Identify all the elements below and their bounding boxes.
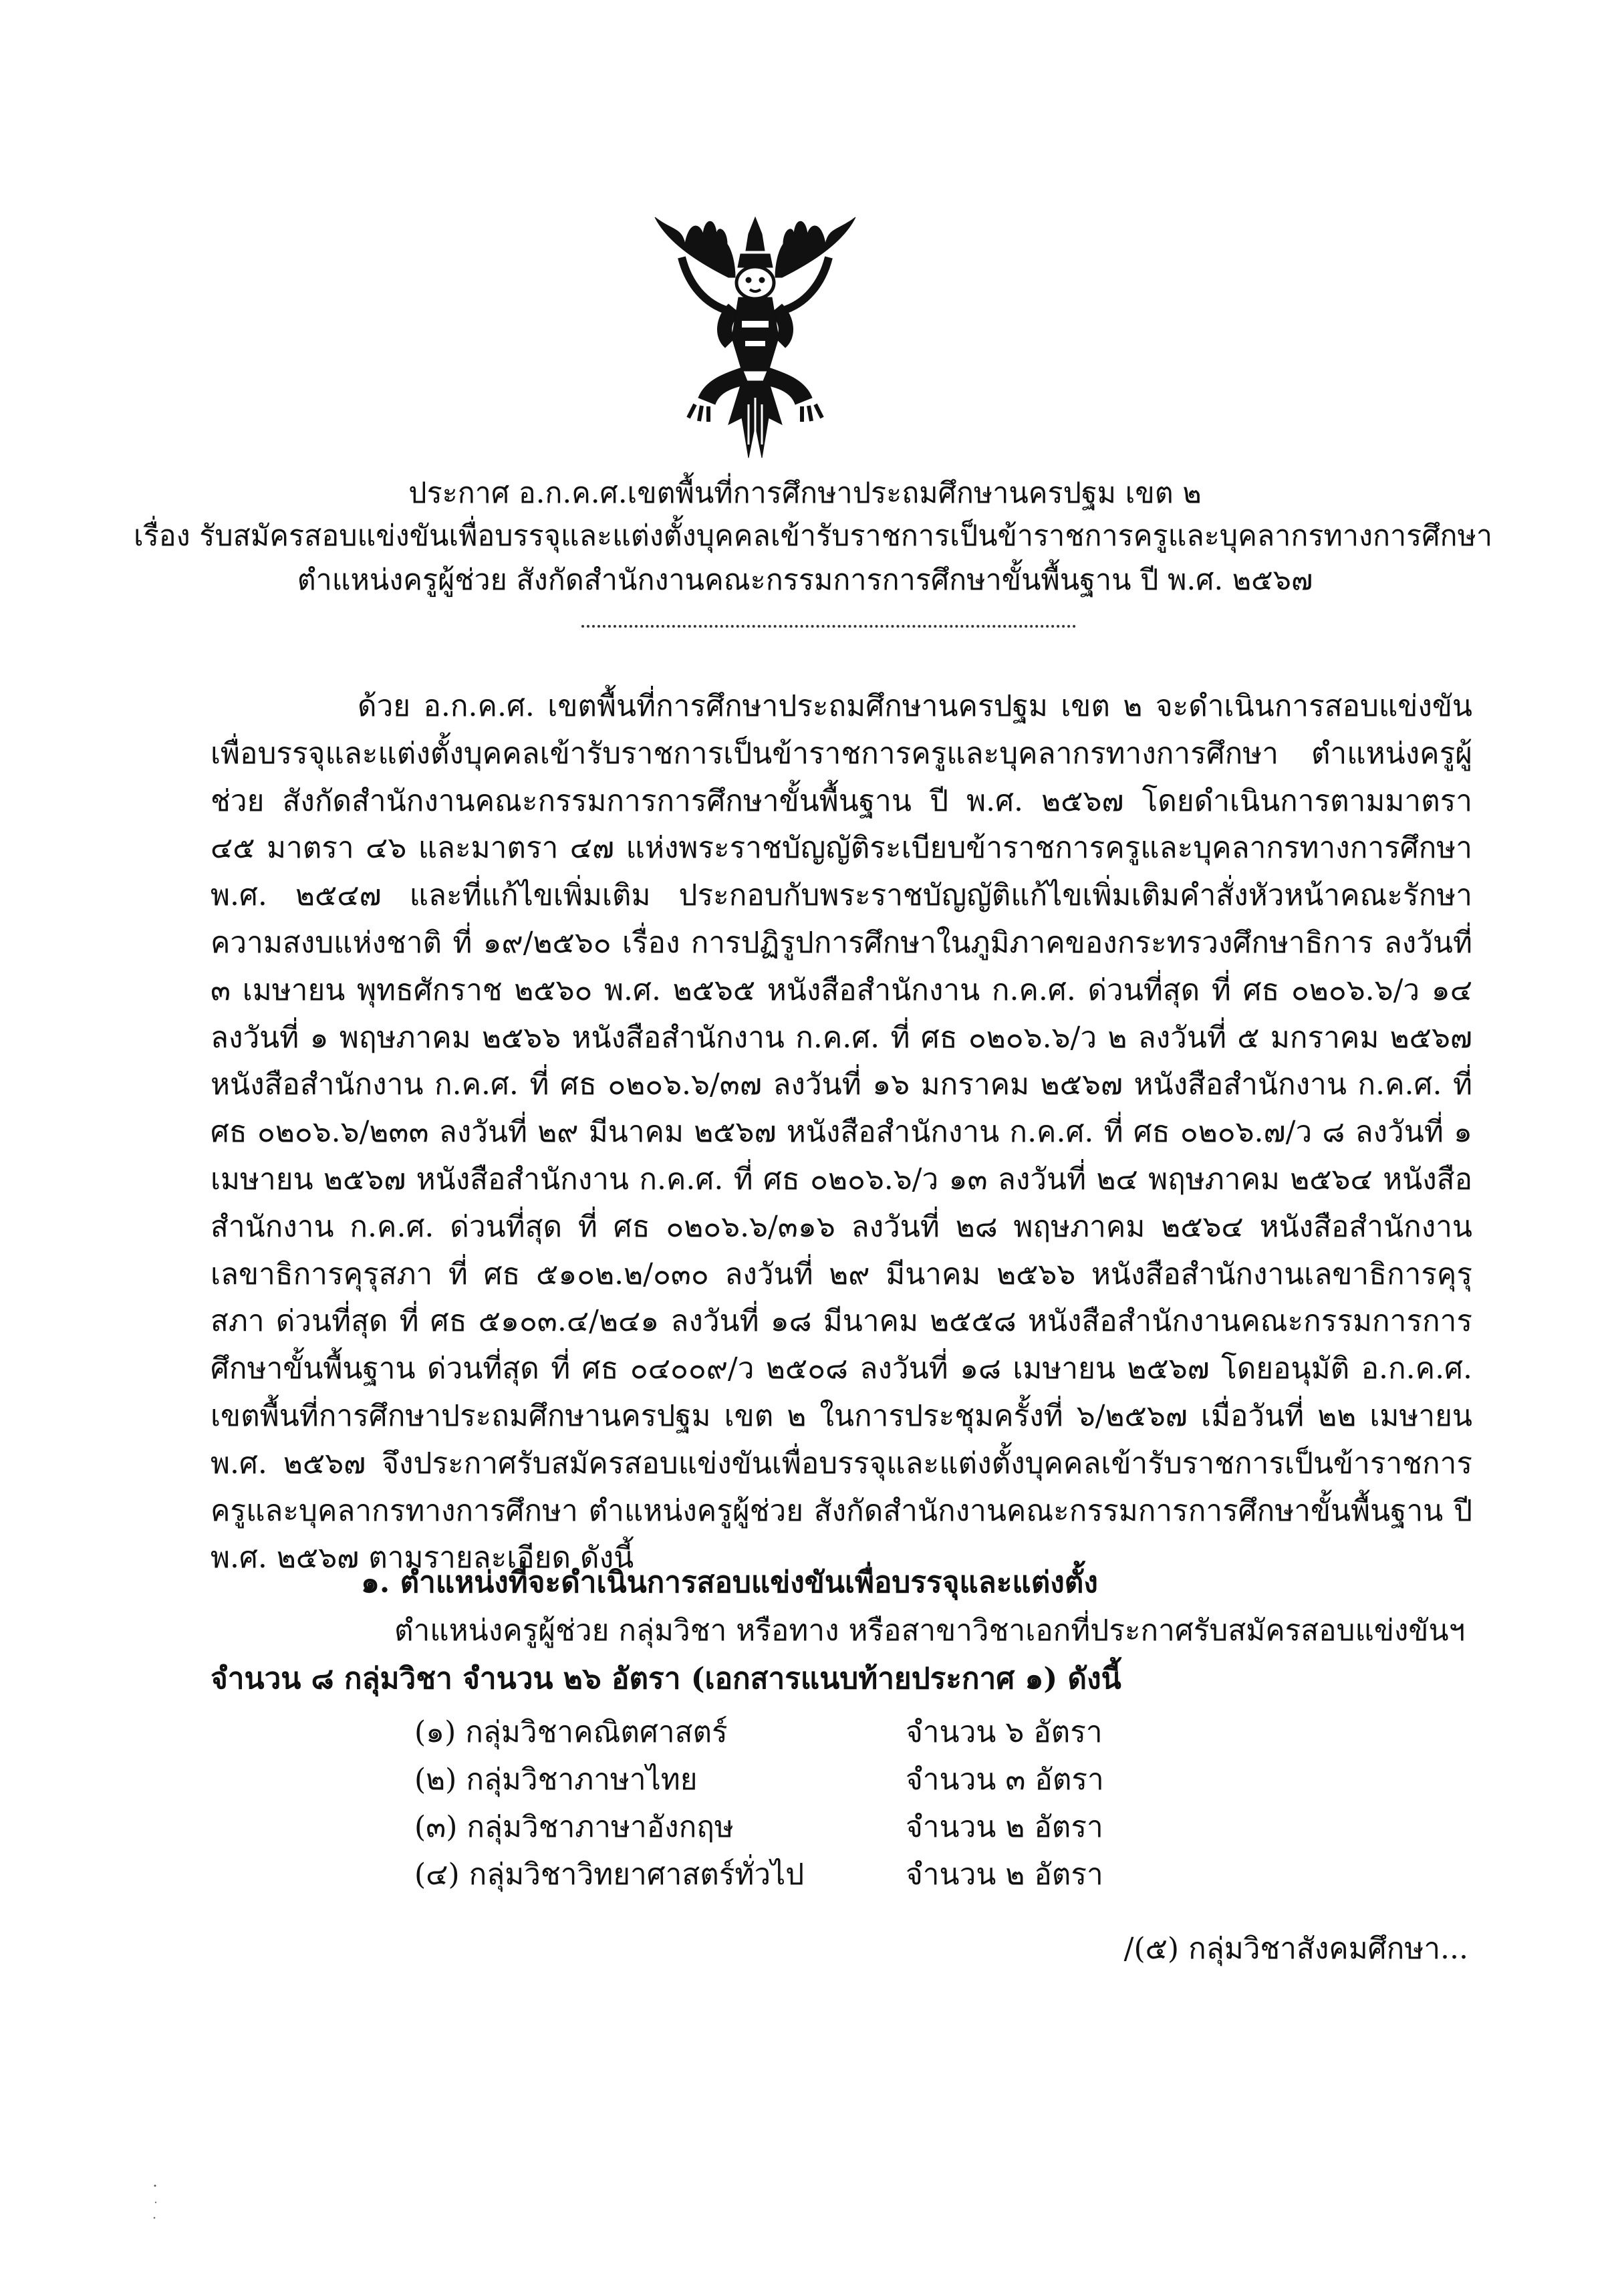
dotted-separator	[581, 625, 1076, 628]
subject-group-label: (๑) กลุ่มวิชาคณิตศาสตร์	[414, 1715, 728, 1749]
subject-group-list	[414, 1708, 1216, 1898]
list-item	[414, 1803, 1216, 1851]
section-heading: ๑. ตำแหน่งที่จะดำเนินการสอบแข่งขันเพื่อบรรจุและแต่งตั้ง	[361, 1565, 1098, 1600]
subject-group-label: (๔) กลุ่มวิชาวิทยาศาสตร์ทั่วไป	[414, 1858, 805, 1892]
position-count: จำนวน ๒ อัตรา	[906, 1858, 1103, 1892]
announcement-subject: เรื่อง รับสมัครสอบแข่งขันเพื่อบรรจุและแต่งตั้งบุคคลเข้ารับราชการเป็นข้าราชการครูและบุคลากรทางการศึกษา	[134, 519, 1493, 553]
position-count: จำนวน ๒ อัตรา	[906, 1810, 1103, 1844]
garuda-emblem-icon	[642, 204, 869, 471]
subject-group-label: (๒) กลุ่มวิชาภาษาไทย	[414, 1763, 698, 1797]
announcement-title: ประกาศ อ.ก.ค.ศ.เขตพื้นที่การศึกษาประถมศึกษานครปฐม เขต ๒	[408, 477, 1202, 510]
continuation-marker: /(๕) กลุ่มวิชาสังคมศึกษา...	[1123, 1932, 1468, 1966]
list-item	[414, 1756, 1216, 1803]
list-item	[414, 1851, 1216, 1898]
scan-speck	[152, 2179, 159, 2226]
section-text-line: ตำแหน่งครูผู้ช่วย กลุ่มวิชา หรือทาง หรือสาขาวิชาเอกที่ประกาศรับสมัครสอบแข่งขันฯ	[394, 1614, 1466, 1648]
announcement-position: ตำแหน่งครูผู้ช่วย สังกัดสำนักงานคณะกรรมการการศึกษาขั้นพื้นฐาน ปี พ.ศ. ๒๕๖๗	[297, 563, 1313, 597]
position-count: จำนวน ๓ อัตรา	[906, 1763, 1104, 1797]
body-paragraph: ด้วย อ.ก.ค.ศ. เขตพื้นที่การศึกษาประถมศึกษานครปฐม เขต ๒ จะดำเนินการสอบแข่งขันเพื่อบรรจุและแต่งตั้งบุคคลเข้ารับราชการเป็นข้าราชการครูและบุคลากรทางการศึกษา ตำแหน่งครูผู้ช่วย สังกัดสำนักงานคณะกรรมการการศึกษาขั้นพื้นฐาน ปี พ.ศ. ๒๕๖๗ โดยดำเนินการตามมาตรา ๔๕ มาตรา ๔๖ และมาตรา ๔๗ แห่งพระราชบัญญัติระเบียบข้าราชการครูและบุคลากรทางการศึกษา พ.ศ. ๒๕๔๗ และที่แก้ไขเพิ่มเติม ประกอบกับพระราชบัญญัติแก้ไขเพิ่มเติมคำสั่งหัวหน้าคณะรักษาความสงบแห่งชาติ ที่ ๑๙/๒๕๖๐ เรื่อง การปฏิรูปการศึกษาในภูมิภาคของกระทรวงศึกษาธิการ ลงวันที่ ๓ เมษายน พุทธศักราช ๒๕๖๐ พ.ศ. ๒๕๖๕ หนังสือสำนักงาน ก.ค.ศ. ด่วนที่สุด ที่ ศธ ๐๒๐๖.๖/ว ๑๔ ลงวันที่ ๑ พฤษภาคม ๒๕๖๖ หนังสือสำนักงาน ก.ค.ศ. ที่ ศธ ๐๒๐๖.๖/ว ๒ ลงวันที่ ๕ มกราคม ๒๕๖๗ หนังสือสำนักงาน ก.ค.ศ. ที่ ศธ ๐๒๐๖.๖/๓๗ ลงวันที่ ๑๖ มกราคม ๒๕๖๗ หนังสือสำนักงาน ก.ค.ศ. ที่ ศธ ๐๒๐๖.๖/๒๓๓ ลงวันที่ ๒๙ มีนาคม ๒๕๖๗ หนังสือสำนักงาน ก.ค.ศ. ที่ ศธ ๐๒๐๖.๗/ว ๘ ลงวันที่ ๑ เมษายน ๒๕๖๗ หนังสือสำนักงาน ก.ค.ศ. ที่ ศธ ๐๒๐๖.๖/ว ๑๓ ลงวันที่ ๒๔ พฤษภาคม ๒๕๖๔ หนังสือสำนักงาน ก.ค.ศ. ด่วนที่สุด ที่ ศธ ๐๒๐๖.๖/๓๑๖ ลงวันที่ ๒๘ พฤษภาคม ๒๕๖๔ หนังสือสำนักงานเลขาธิการคุรุสภา ที่ ศธ ๕๑๐๒.๒/๐๓๐ ลงวันที่ ๒๙ มีนาคม ๒๕๖๖ หนังสือสำนักงานเลขาธิการคุรุสภา ด่วนที่สุด ที่ ศธ ๕๑๐๓.๔/๒๔๑ ลงวันที่ ๑๘ มีนาคม ๒๕๕๘ หนังสือสำนักงานคณะกรรมการการศึกษาขั้นพื้นฐาน ด่วนที่สุด ที่ ศธ ๐๔๐๐๙/ว ๒๕๐๘ ลงวันที่ ๑๘ เมษายน ๒๕๖๗ โดยอนุมัติ อ.ก.ค.ศ. เขตพื้นที่การศึกษาประถมศึกษานครปฐม เขต ๒ ในการประชุมครั้งที่ ๖/๒๕๖๗ เมื่อวันที่ ๒๒ เมษายน พ.ศ. ๒๕๖๗ จึงประกาศรับสมัครสอบแข่งขันเพื่อบรรจุและแต่งตั้งบุคคลเข้ารับราชการเป็นข้าราชการครูและบุคลากรทางการศึกษา ตำแหน่งครูผู้ช่วย สังกัดสำนักงานคณะกรรมการการศึกษาขั้นพื้นฐาน ปี พ.ศ. ๒๕๖๗ ตามรายละเอียด ดังนี้	[211, 689, 1472, 1575]
section-summary-line: จำนวน ๘ กลุ่มวิชา จำนวน ๒๖ อัตรา (เอกสารแนบท้ายประกาศ ๑) ดังนี้	[211, 1662, 1121, 1696]
position-count: จำนวน ๖ อัตรา	[906, 1715, 1103, 1749]
list-item	[414, 1708, 1216, 1756]
subject-group-label: (๓) กลุ่มวิชาภาษาอังกฤษ	[414, 1810, 734, 1844]
